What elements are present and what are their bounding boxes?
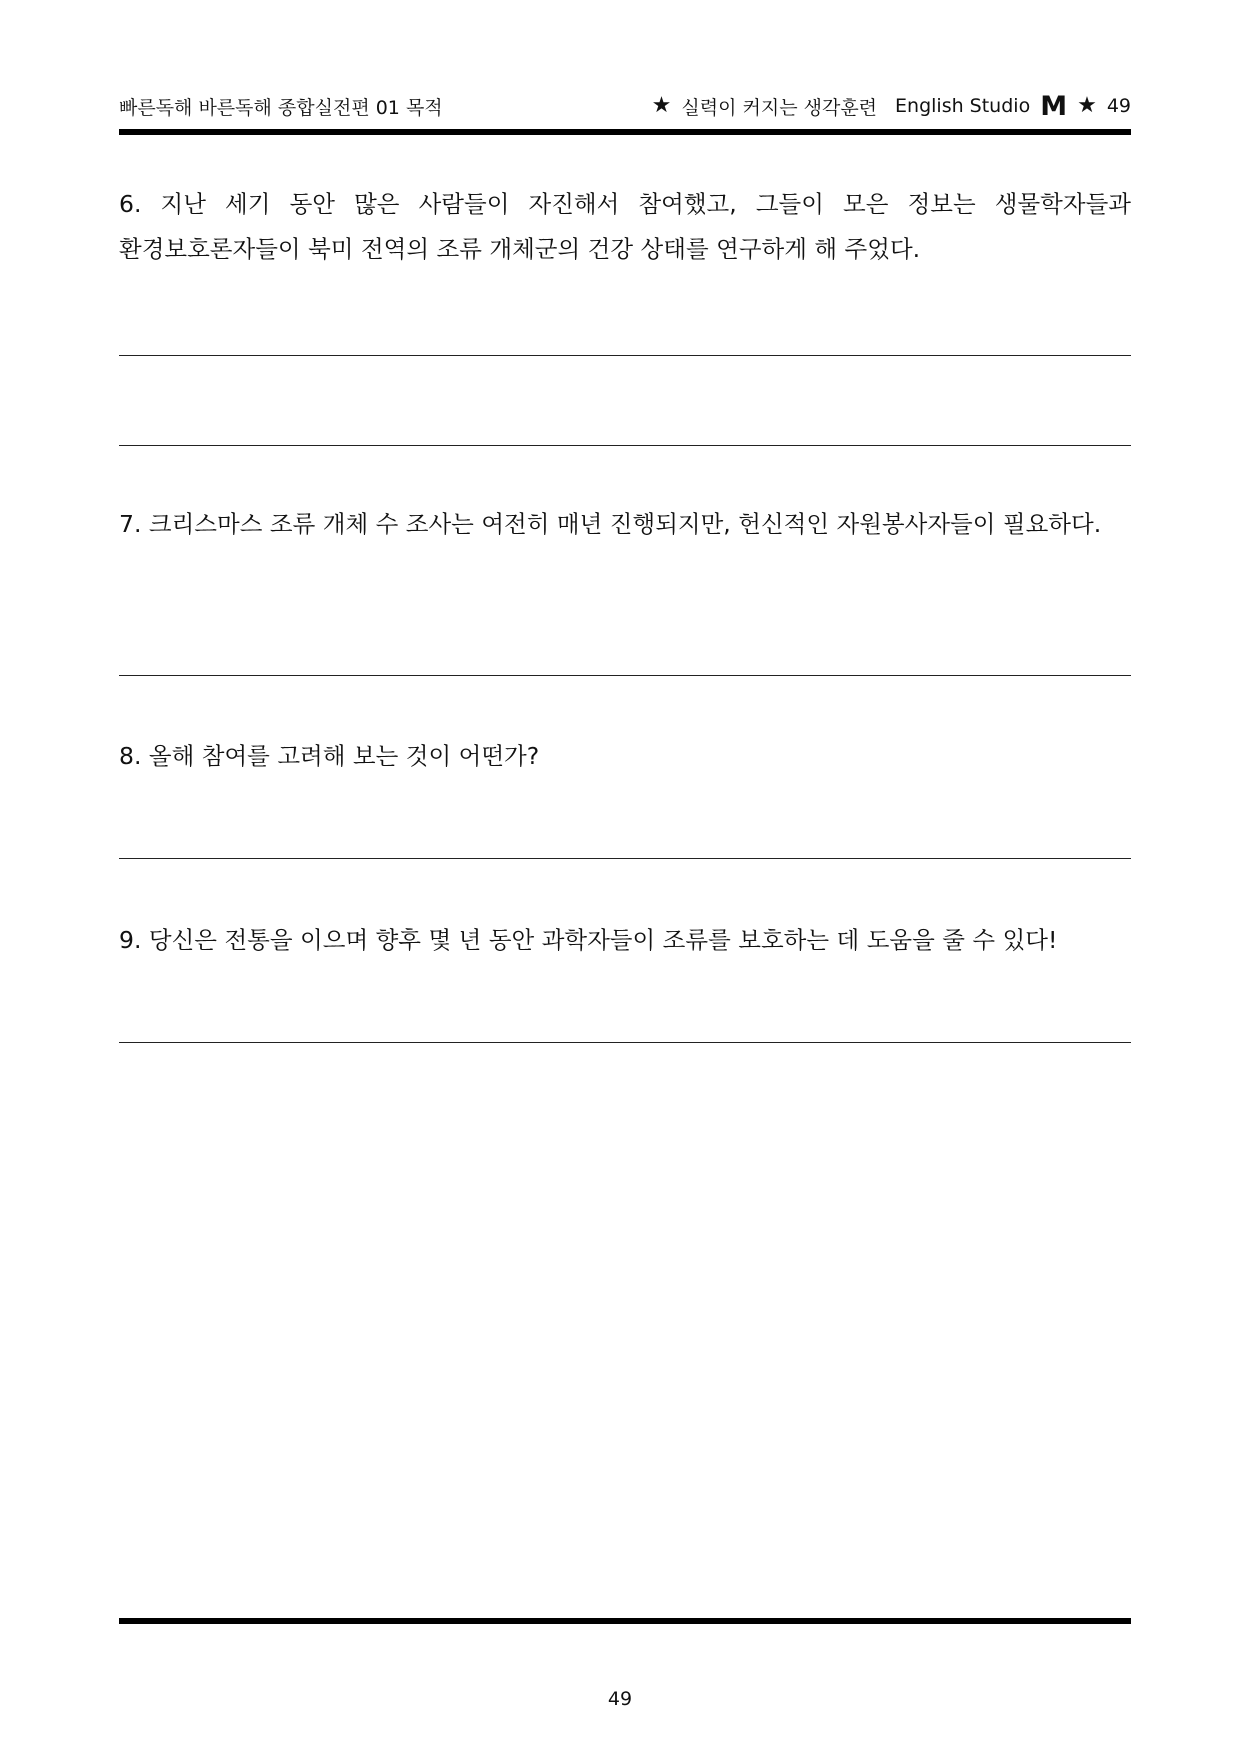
question-8: 8. 올해 참여를 고려해 보는 것이 어떤가?	[119, 742, 540, 770]
page-number: 49	[607, 1688, 633, 1710]
answer-line	[119, 355, 1131, 356]
header-brand: English Studio	[895, 95, 1031, 117]
question-7: 7. 크리스마스 조류 개체 수 조사는 여전히 매년 진행되지만, 헌신적인 자원봉사자들이 필요하다.	[119, 510, 1102, 538]
header-divider	[119, 129, 1131, 135]
header-brand-letter: M	[1040, 90, 1068, 122]
header-slogan: 실력이 커지는 생각훈련	[681, 96, 878, 119]
page-header	[119, 86, 1131, 126]
question-9: 9. 당신은 전통을 이으며 향후 몇 년 동안 과학자들이 조류를 보호하는 데 도움을 줄 수 있다!	[119, 926, 1058, 954]
header-page-number: 49	[1106, 95, 1131, 117]
answer-line	[119, 858, 1131, 859]
header-brand-group	[651, 90, 1131, 122]
answer-line	[119, 675, 1131, 676]
answer-line	[119, 445, 1131, 446]
footer-divider	[119, 1618, 1131, 1624]
star-icon: ★	[1077, 93, 1097, 118]
star-icon: ★	[651, 93, 672, 118]
header-book-title: 빠른독해 바른독해 종합실전편 01 목적	[119, 96, 443, 119]
question-6: 6. 지난 세기 동안 많은 사람들이 자진해서 참여했고, 그들이 모은 정보는 생물학자들과 환경보호론자들이 북미 전역의 조류 개체군의 건강 상태를 연구하게 해 주었다.	[119, 190, 1131, 263]
answer-line	[119, 1042, 1131, 1043]
